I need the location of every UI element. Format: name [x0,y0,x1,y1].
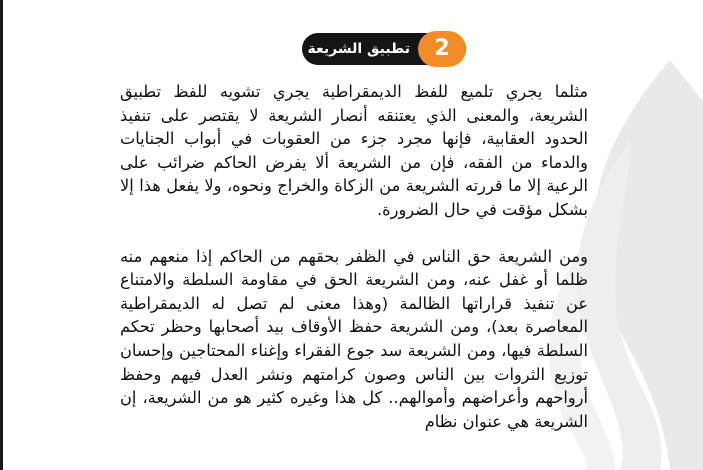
section-title: تطبيق الشريعة [307,41,410,57]
paragraph-2: ومن الشريعة حق الناس في الظفر بحقهم من الحاكم إذا منعهم منه ظلما أو غفل عنه، ومن الشريعة الحق في مقاومة السلطة والامتناع عن تنفيذ قراراتها الظالمة (وهذا معنى لم تصل له الديمقراطية المعاصرة بعد)، ومن الشريعة حفظ الأوقاف بيد أصحابها وحظر تحكم السلطة فيها، ومن الشريعة سد جوع الفقراء وإغناء المحتاجين وإحسان توزيع الثروات بين الناس وصون كرامتهم ونشر العدل فيهم وحفظ أرواحهم وأعراضهم وأموالهم.. كل هذا وغيره كثير هو من الشريعة، إن الشريعة هي عنوان نظام [120,246,588,431]
paragraph-1: مثلما يجري تلميع للفظ الديمقراطية يجري تشويه للفظ تطبيق الشريعة، والمعنى الذي يعتنقه أنصار الشريعة لا يقتصر على تنفيذ الحدود العقابية، فإنها مجرد جزء من العقوبات في أبواب الجنايات والدماء من الفقه، فإن من الشريعة ألا يفرض الحاكم ضرائب على الرعية إلا ما قررته الشريعة من الزكاة والخراج ونحوه، ولا يفعل هذا إلا بشكل مؤقت في حال الضرورة. [120,82,588,219]
section-number-badge: 2 [418,31,466,67]
section-header [302,33,466,65]
article-body [120,80,588,433]
page-edge [0,0,3,470]
